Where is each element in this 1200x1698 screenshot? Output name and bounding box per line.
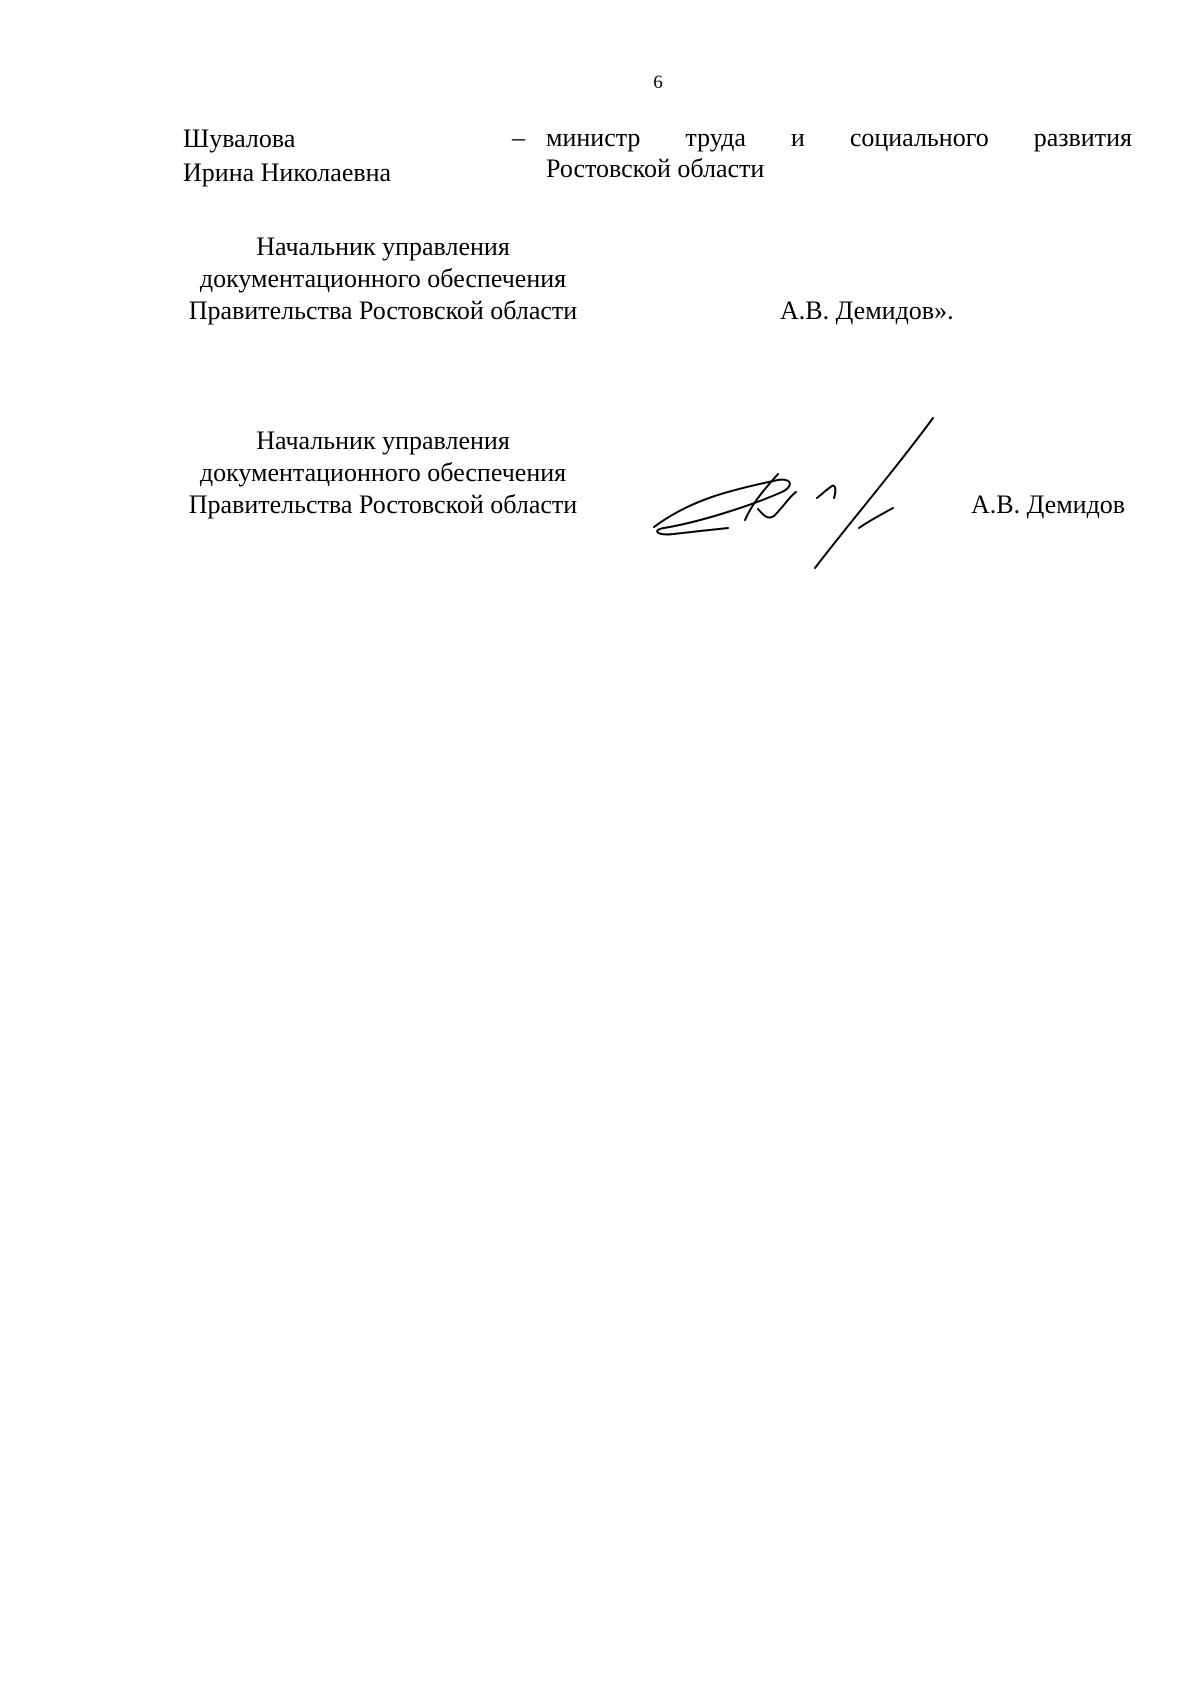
signatory-title-line: документационного обеспечения — [199, 264, 567, 293]
member-role-line-1 — [546, 122, 1132, 153]
signatory-title-2 — [168, 425, 598, 521]
member-given-names: Ирина Николаевна — [183, 158, 392, 187]
signatory-title-line: Начальник управления — [256, 232, 510, 261]
signatory-name-2: А.В. Демидов — [971, 490, 1126, 519]
member-role-line-2: Ростовской области — [546, 154, 765, 183]
signature-stroke — [859, 508, 893, 528]
signature-stroke — [817, 486, 835, 498]
member-dash: – — [512, 123, 525, 152]
member-name — [183, 122, 391, 190]
signatory-title-line: Начальник управления — [256, 426, 510, 455]
signatory-title-line: Правительства Ростовской области — [188, 296, 578, 325]
signature-stroke — [654, 480, 790, 535]
role-word: социального — [849, 123, 989, 152]
signature-stroke — [815, 418, 933, 568]
role-word: развития — [1033, 123, 1132, 152]
role-word: труда — [685, 123, 746, 152]
signatory-title-1 — [168, 231, 598, 327]
role-word: и — [790, 123, 805, 152]
member-surname: Шувалова — [183, 124, 296, 153]
signatory-name-1: А.В. Демидов». — [780, 296, 954, 325]
role-word: министр — [546, 123, 641, 152]
page-number: 6 — [653, 72, 663, 93]
handwritten-signature — [650, 412, 940, 572]
member-role — [546, 122, 1132, 184]
signatory-title-line: документационного обеспечения — [199, 458, 567, 487]
signatory-title-line: Правительства Ростовской области — [188, 490, 578, 519]
